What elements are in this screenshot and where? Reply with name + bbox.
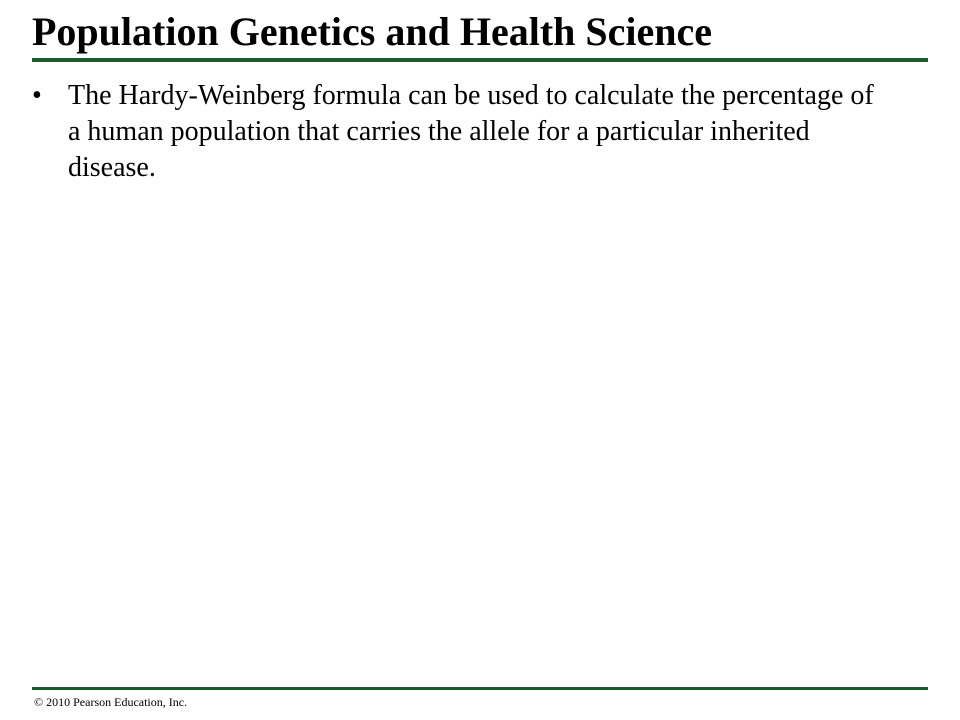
title-underline [32,58,928,62]
bullet-marker: • [32,80,42,111]
bullet-list [32,78,892,186]
copyright-notice: © 2010 Pearson Education, Inc. [34,695,188,709]
footer-divider [32,687,928,690]
bullet-item [32,78,892,186]
bullet-text: The Hardy-Weinberg formula can be used to calculate the percentage of a human population that carries the allele for a particular inherited disease. [68,80,874,183]
slide-title: Population Genetics and Health Science [32,9,712,54]
